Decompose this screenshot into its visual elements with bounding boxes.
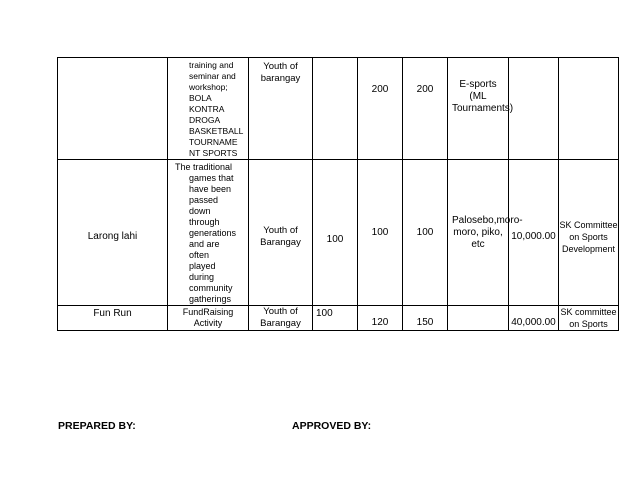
materials-cell: [448, 160, 523, 306]
value-cell-f: 150: [403, 306, 448, 331]
value-cell-d: 100: [313, 306, 358, 331]
activity-line: FundRaising: [182, 307, 234, 317]
activity-line: often: [189, 250, 210, 260]
program-cell: Larong lahi: [58, 160, 168, 306]
activity-line: NT SPORTS: [189, 148, 238, 158]
activity-line: BOLA: [189, 93, 212, 103]
participants-text: Youth of Barangay: [260, 306, 301, 329]
activity-line: BASKETBALL: [189, 126, 244, 136]
participants-text: Youth of Barangay: [260, 224, 301, 248]
value-cell-e: 200: [358, 58, 403, 160]
activity-line: DROGA: [189, 115, 221, 125]
program-cell: Fun Run: [58, 306, 168, 331]
value-cell-f: 100: [403, 160, 448, 306]
activity-line: passed: [189, 195, 219, 205]
activity-line: KONTRA: [189, 104, 225, 114]
value-cell-f: 200: [403, 58, 448, 160]
table-row: [58, 160, 619, 306]
activity-line: TOURNAME: [189, 137, 238, 147]
responsible-cell: [559, 58, 619, 160]
activity-line: games that: [189, 173, 234, 183]
responsible-text: SK Committee on Sports Development: [559, 219, 618, 254]
activity-line: gatherings: [189, 294, 232, 304]
table-row: [58, 306, 619, 331]
prepared-by-label: PREPARED BY:: [58, 420, 136, 432]
activity-line: The traditional: [175, 162, 233, 172]
activity-line: and are: [189, 239, 220, 249]
activity-line: played: [189, 261, 216, 271]
budget-cell: 40,000.00: [509, 306, 559, 331]
activity-line: workshop;: [189, 82, 228, 92]
value-cell-d: [313, 58, 358, 160]
value-cell-d: 100: [313, 160, 358, 306]
table-row: [58, 58, 619, 160]
program-cell: [58, 58, 168, 160]
activity-line: down: [189, 206, 211, 216]
activity-cell: [168, 306, 249, 331]
activity-line: Activity: [193, 318, 223, 328]
activity-cell: [168, 58, 249, 160]
materials-cell: [448, 306, 509, 331]
participants-cell: [249, 160, 313, 306]
value-cell-e: 120: [358, 306, 403, 331]
materials-text: E-sports (ML Tournaments): [452, 79, 514, 114]
budget-cell: [509, 58, 559, 160]
budget-table: [57, 57, 619, 331]
budget-cell: 10,000.00: [509, 160, 559, 306]
activity-cell: [168, 160, 249, 306]
materials-cell: [448, 58, 514, 160]
participants-cell: [249, 306, 313, 331]
activity-line: generations: [189, 228, 237, 238]
participants-text: Youth of barangay: [260, 61, 301, 84]
materials-text: Palosebo,moro-moro, piko, etc: [452, 214, 523, 250]
responsible-cell: [559, 306, 619, 331]
activity-line: during: [189, 272, 215, 282]
activity-line: community: [189, 283, 233, 293]
activity-line: through: [189, 217, 220, 227]
activity-line: have been: [189, 184, 232, 194]
responsible-text: SK committee on Sports: [560, 307, 617, 329]
activity-line: seminar and: [189, 71, 236, 81]
approved-by-label: APPROVED BY:: [292, 420, 372, 432]
activity-line: training and: [189, 60, 234, 70]
value-cell-e: 100: [358, 160, 403, 306]
participants-cell: [249, 58, 313, 160]
responsible-cell: [559, 160, 619, 306]
